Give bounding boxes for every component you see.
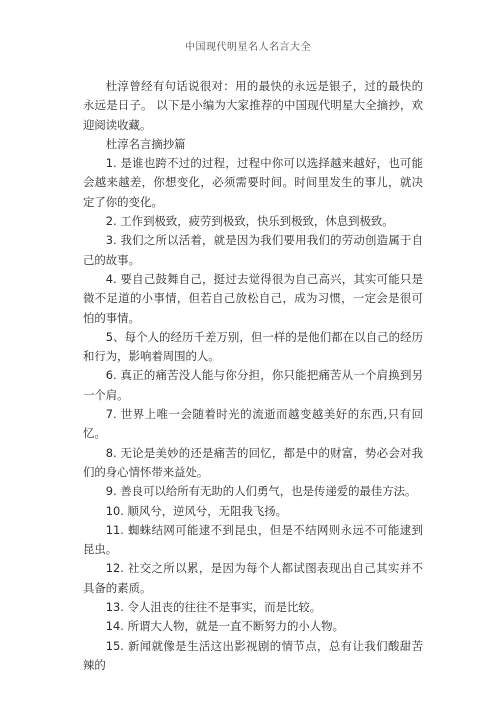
quote-item: 11. 蜘蛛结网可能逮不到昆虫，但是不结网则永远不可能逮到昆虫。 [83, 522, 423, 557]
quote-item: 15. 新闻就像是生活这出影视剧的情节点，总有让我们酸甜苦辣的 [83, 638, 423, 672]
quote-item: 3. 我们之所以活着，就是因为我们要用我们的劳动创造属于自己的故事。 [83, 233, 423, 267]
document-title: 中国现代明星名人名言大全 [185, 42, 311, 53]
quote-item: 7. 世界上唯一会随着时光的流逝而越变越美好的东西,只有回忆。 [83, 407, 423, 441]
quote-item: 8. 无论是美妙的还是痛苦的回忆，都是中的财富，势必会对我们的身心情怀带来益处。 [83, 445, 423, 479]
document-body [83, 77, 423, 675]
quote-item: 5、每个人的经历千差万别，但一样的是他们都在以自己的经历和行为，影响着周围的人。 [83, 329, 423, 364]
quote-item: 4. 要自己鼓舞自己，挺过去觉得很为自己高兴，其实可能只是微不足道的小事情，但若自己放松自己，成为习惯，一定会是很可怕的事情。 [83, 271, 423, 325]
quote-item: 12. 社交之所以累，是因为每个人都试图表现出自己其实并不具备的素质。 [83, 561, 423, 595]
quote-item: 10. 顺风兮，逆风兮，无阻我飞扬。 [105, 503, 288, 518]
intro-paragraph: 杜淳曾经有句话说很对：用的最快的永远是银子，过的最快的永远是日子。 以下是小编为大家推荐的中国现代明星大全摘抄，欢迎阅读收藏。 [83, 79, 423, 132]
quote-item: 2. 工作到极致，疲劳到极致，快乐到极致，休息到极致。 [105, 214, 394, 229]
section-heading: 杜淳名言摘抄篇 [105, 136, 186, 151]
quote-item: 13. 令人沮丧的往往不是事实，而是比较。 [105, 600, 322, 615]
quote-item: 1. 是谁也跨不过的过程，过程中你可以选择越来越好，也可能会越来越差，你想变化，必须需要时间。时间里发生的事儿，就决定了你的变化。 [83, 156, 423, 209]
quote-item: 6. 真正的痛苦没人能与你分担，你只能把痛苦从一个肩换到另一个肩。 [83, 368, 423, 402]
quote-item: 14. 所谓大人物，就是一直不断努力的小人物。 [105, 619, 344, 634]
quote-item: 9. 善良可以给所有无助的人们勇气，也是传递爱的最佳方法。 [105, 484, 417, 499]
